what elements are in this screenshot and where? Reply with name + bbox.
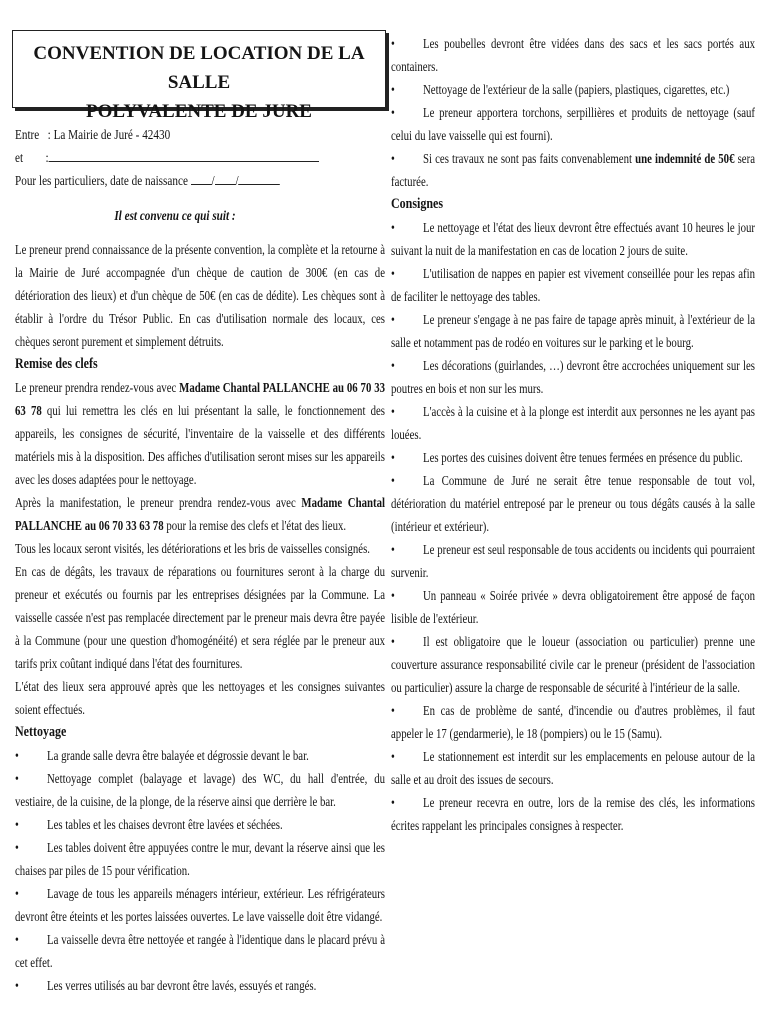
convenu-text: Il est convenu ce qui suit : (114, 209, 236, 224)
remise-paragraph-4: En cas de dégâts, les travaux de réparations ou fournitures seront à la charge du preneur et exécutés ou fournis par les entreprises désignées par la Commune. La vaisselle cassée n'est pas remplacée directement par le preneur mais devra être payée à la Commune (pour une question d'homogénéité) et sera réglée par le preneur aux tarifs prix coûtant indiqué dans l'état des fournitures. (15, 564, 385, 671)
consigne-item: • Un panneau « Soirée privée » devra obligatoirement être apposé de façon lisible de l'extérieur. (391, 588, 755, 626)
nettoyage-item: • Les tables et les chaises devront être lavées et séchées. (15, 817, 283, 832)
remise-paragraph-5: L'état des lieux sera approuvé après que les nettoyages et les consignes suivantes soient effectués. (15, 679, 385, 717)
contact-name-1: Madame Chantal PALLANCHE au 06 70 33 63 78 (15, 380, 385, 418)
right-item: • Les poubelles devront être vidées dans des sacs et les sacs portés aux containers. (391, 36, 755, 74)
remise-paragraph-3: Tous les locaux seront visités, les détériorations et les bris de vaisselles consignés. (15, 541, 370, 556)
consigne-item: • Le nettoyage et l'état des lieux devront être effectués avant 10 heures le jour suivant la nuit de la manifestation en cas de location 2 jours de suite. (391, 220, 755, 258)
birthdate-label: Pour les particuliers, date de naissance (15, 174, 188, 189)
et-value: : (45, 151, 49, 166)
et-label: et (15, 151, 24, 166)
consigne-item: • Les décorations (guirlandes, …) devront être accrochées uniquement sur les poutres en bois et non sur les murs. (391, 358, 755, 396)
nettoyage-item: • Lavage de tous les appareils ménagers intérieur, extérieur. Les réfrigérateurs devront être éteints et les portes laissées ouvertes. Le lave vaisselle doit être vidangé. (15, 886, 385, 924)
remise-paragraph-2: Après la manifestation, le preneur prendra rendez-vous avec Madame Chantal PALLANCHE au 06 70 33 63 78 pour la remise des clefs et l'état des lieux. (15, 495, 385, 533)
remise-paragraph-1: Le preneur prendra rendez-vous avec Madame Chantal PALLANCHE au 06 70 33 63 78 qui lui remettra les clés en lui présentant la salle, le fonctionnement des appareils, les consignes de sécurité, l'inventaire de la vaisselle et des différents matériels mis à la disposition. Des affiches d'utilisation seront mises sur les appareils avec les doses adaptées pour le nettoyage. (15, 380, 386, 487)
entre-value: : La Mairie de Juré - 42430 (47, 128, 171, 143)
title-line-2: POLYVALENTE DE JURE (86, 101, 312, 122)
right-item: • Le preneur apportera torchons, serpillières et produits de nettoyage (sauf celui du lave vaisselle qui est fourni). (391, 105, 755, 143)
consigne-item: • Le preneur est seul responsable de tous accidents ou incidents qui pourraient survenir. (391, 542, 755, 580)
indemnite-item: • Si ces travaux ne sont pas faits convenablement une indemnité de 50€ sera facturée. (391, 151, 755, 189)
nettoyage-item: • Nettoyage complet (balayage et lavage) des WC, du hall d'entrée, du vestiaire, de la cuisine, de la plonge, de la réserve ainsi que derrière le bar. (15, 771, 385, 809)
entre-label: Entre (15, 128, 40, 143)
intro-paragraph: Le preneur prend connaissance de la présente convention, la complète et la retourne à la Mairie de Juré accompagnée d'un chèque de caution de 300€ (en cas de détérioration des lieux) et d'un chèque de 50€ (en cas de dédite). Les chèques sont à établir à l'ordre du Trésor Public. En cas d'utilisation normale des locaux, ces chèques seront purement et simplement détruits. (15, 242, 385, 349)
consigne-item: • L'accès à la cuisine et à la plonge est interdit aux personnes ne les ayant pas louées. (391, 404, 755, 442)
nettoyage-item: • La vaisselle devra être nettoyée et rangée à l'identique dans le placard prévu à cet effet. (15, 932, 385, 970)
nettoyage-heading: Nettoyage (15, 724, 67, 740)
nettoyage-item: • Les verres utilisés au bar devront être lavés, essuyés et rangés. (15, 978, 317, 993)
consigne-item: • Le preneur recevra en outre, lors de la remise des clés, les informations écrites rappelant les principales consignes à respecter. (391, 795, 755, 833)
remise-heading: Remise des clefs (15, 356, 98, 372)
consigne-item: • Les portes des cuisines doivent être tenues fermées en présence du public. (391, 450, 743, 465)
entre-line (15, 124, 385, 147)
nettoyage-item: • La grande salle devra être balayée et dégrossie devant le bar. (15, 748, 309, 763)
consigne-item: • Le stationnement est interdit sur les emplacements en pelouse autour de la salle et au droit des issues de secours. (391, 749, 755, 787)
consigne-item: • L'utilisation de nappes en papier est vivement conseillée pour les repas afin de faciliter le nettoyage des tables. (391, 266, 755, 304)
consigne-item: • La Commune de Juré ne serait être tenue responsable de tout vol, détérioration du matériel entreposé par le preneur ou tous dégâts causés à la salle (intérieur et extérieur). (391, 473, 755, 534)
right-item: • Nettoyage de l'extérieur de la salle (papiers, plastiques, cigarettes, etc.) (391, 82, 730, 97)
consignes-heading: Consignes (391, 196, 444, 212)
contact-name-2: Madame Chantal PALLANCHE au 06 70 33 63 78 (15, 495, 385, 533)
consigne-item: • Le preneur s'engage à ne pas faire de tapage après minuit, à l'extérieur de la salle et notamment pas de rodéo en voitures sur le parking et le bourg. (391, 312, 755, 350)
et-line (15, 147, 385, 170)
title-line-1: CONVENTION DE LOCATION DE LA SALLE (33, 43, 365, 93)
indemnite-amount: une indemnité de 50€ (635, 151, 735, 166)
consigne-item: • Il est obligatoire que le loueur (association ou particulier) prenne une couverture assurance responsabilité civile car le preneur (président de l'association ou particulier) assure la charge de responsable de sécurité à l'intérieur de la salle. (391, 634, 755, 695)
consigne-item: • En cas de problème de santé, d'incendie ou d'autres problèmes, il faut appeler le 17 (gendarmerie), le 18 (pompiers) ou le 15 (Samu). (391, 703, 755, 741)
birthdate-line: Pour les particuliers, date de naissance / / (15, 170, 385, 193)
nettoyage-item: • Les tables doivent être appuyées contre le mur, devant la réserve ainsi que les chaises par piles de 15 pour vérification. (15, 840, 385, 878)
title-box (12, 30, 386, 122)
et-blank-line (49, 149, 319, 162)
